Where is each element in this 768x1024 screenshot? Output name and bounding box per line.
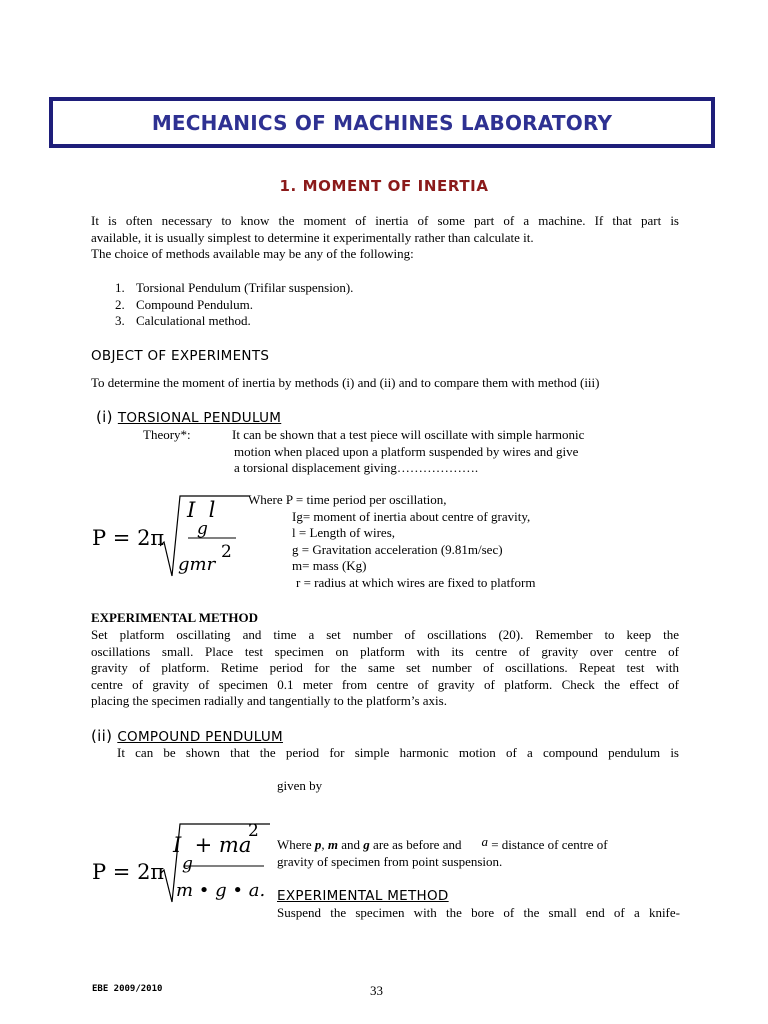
theory-label: Theory*: [143, 427, 191, 442]
paragraph-line: oscillations small. Place test specimen on platform with its centre of gravity over centre of [91, 643, 679, 659]
formula-num-sub: g [197, 519, 208, 539]
formula-num-sub: g [182, 854, 193, 874]
torsional-heading [96, 408, 281, 426]
definition-line [277, 834, 687, 854]
list-text: Torsional Pendulum (Trifilar suspension). [136, 280, 354, 295]
formula-den: gmr [178, 554, 216, 575]
formula-den: m • g • a. [176, 880, 266, 901]
compound-text-2: given by [277, 778, 323, 793]
definition-line: m= mass (Kg) [292, 558, 367, 574]
variable-p: p [314, 837, 322, 852]
torsional-title: TORSIONAL PENDULUM [117, 410, 282, 426]
compound-title: COMPOUND PENDULUM [117, 729, 283, 745]
formula-num-top: I l [187, 498, 216, 522]
theory-line: motion when placed upon a platform suspended by wires and give [234, 443, 579, 459]
variable-definitions [248, 492, 648, 592]
paragraph-line: gravity of platform. Retime period for the same set number of oscillations. Repeat test with [91, 660, 679, 676]
list-item [115, 297, 515, 314]
object-text: To determine the moment of inertia by methods (i) and (ii) and to compare them with method (iii) [91, 375, 600, 390]
variable-m: m [327, 837, 339, 852]
formula-num-exp: 2 [248, 821, 259, 841]
chapter-title: 1. MOMENT OF INERTIA [279, 177, 489, 195]
object-heading: OBJECT OF EXPERIMENTS [91, 348, 270, 364]
list-number: 3. [115, 313, 125, 329]
intro-paragraph [91, 213, 679, 263]
lab-title: MECHANICS OF MACHINES LABORATORY [151, 110, 613, 135]
paragraph-line: placing the specimen radially and tangentially to the platform’s axis. [91, 693, 447, 709]
text-fragment: and [338, 837, 364, 852]
variable-g: g [363, 837, 370, 852]
compound-text: It can be shown that the period for simple harmonic motion of a compound pendulum is [117, 745, 679, 760]
section-prefix: (i) [96, 408, 118, 426]
list-number: 2. [115, 296, 125, 312]
definition-line: r = radius at which wires are fixed to platform [296, 574, 536, 590]
theory-line: It can be shown that a test piece will oscillate with simple harmonic [232, 427, 585, 442]
text-fragment: , [321, 837, 328, 852]
compound-definitions [277, 834, 687, 870]
compound-heading [91, 727, 283, 745]
text-fragment: = distance of centre of [487, 837, 608, 852]
title-box [49, 97, 715, 148]
definition-line: gravity of specimen from point suspension. [277, 853, 503, 869]
formula-lhs: P = 2π [92, 860, 165, 884]
intro-line: The choice of methods available may be any of the following: [91, 246, 414, 262]
definition-line: l = Length of wires, [292, 525, 396, 541]
definition-line: Where P = time period per oscillation, [248, 492, 447, 507]
section-prefix: (ii) [91, 727, 118, 745]
page-number: 33 [370, 983, 383, 998]
variable-a: a [481, 834, 488, 849]
list-text: Compound Pendulum. [136, 296, 254, 312]
definition-line: g = Gravitation acceleration (9.81m/sec) [292, 541, 503, 557]
experimental-method-heading-2: EXPERIMENTAL METHOD [277, 888, 449, 904]
paragraph-line: Set platform oscillating and time a set number of oscillations (20). Remember to keep the [91, 627, 679, 642]
list-item [115, 313, 515, 330]
formula-lhs: P = 2π [92, 526, 165, 550]
experimental-method-text-2: Suspend the specimen with the bore of the small end of a knife- [277, 905, 680, 920]
text-fragment: Where [277, 837, 315, 852]
paragraph-line: centre of gravity of specimen 0.1 meter from centre of gravity of platform. Check the effect of [91, 676, 679, 692]
theory-text [232, 427, 652, 477]
footer-left: EBE 2009/2010 [92, 984, 163, 994]
intro-line: available, it is usually simplest to determine it experimentally rather than calculate it. [91, 229, 534, 245]
methods-list [115, 280, 515, 330]
list-item [115, 280, 515, 297]
experimental-method-heading: EXPERIMENTAL METHOD [91, 610, 258, 625]
formula-num-top: I + ma [173, 833, 252, 857]
formula-torsional [92, 488, 242, 584]
list-text: Calculational method. [136, 313, 251, 329]
experimental-method-text [91, 627, 679, 710]
text-fragment: are as before and [369, 837, 462, 852]
formula-compound [92, 818, 272, 910]
intro-line: It is often necessary to know the moment of inertia of some part of a machine. If that part is [91, 213, 679, 228]
formula-den-exp: 2 [221, 542, 232, 562]
definition-line: Ig= moment of inertia about centre of gravity, [292, 508, 531, 524]
theory-line: a torsional displacement giving………………. [234, 460, 479, 476]
list-number: 1. [115, 280, 125, 295]
